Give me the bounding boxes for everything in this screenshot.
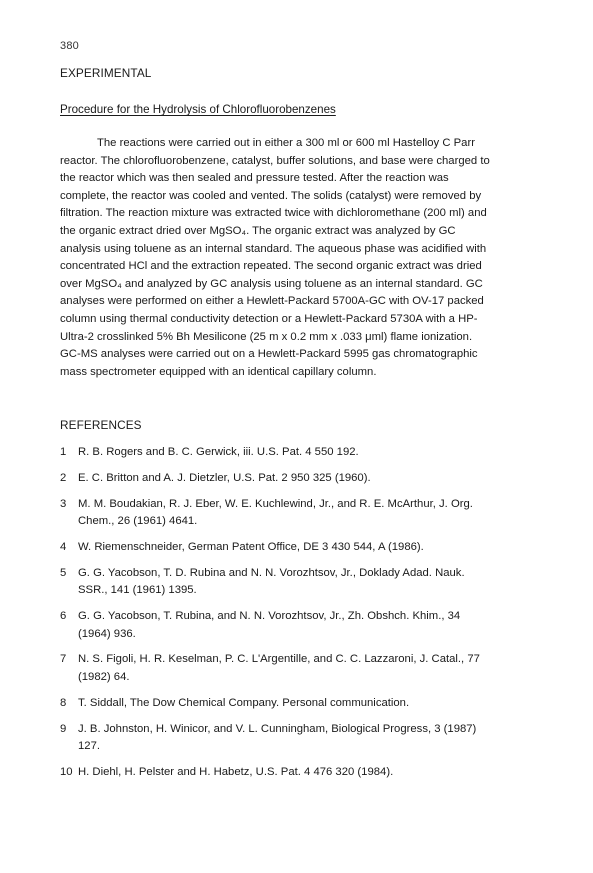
reference-line: (1964) 936.	[78, 627, 136, 640]
reference-item	[60, 608, 540, 643]
reference-line: E. C. Britton and A. J. Dietzler, U.S. Pat. 2 950 325 (1960).	[78, 471, 371, 484]
reference-text	[78, 496, 540, 531]
paragraph-line: over MgSO₄ and analyzed by GC analysis using toluene as an internal standard. GC	[60, 277, 483, 290]
reference-item	[60, 539, 540, 557]
reference-number: 8	[60, 696, 67, 709]
reference-line: M. M. Boudakian, R. J. Eber, W. E. Kuchlewind, Jr., and R. E. McArthur, J. Org.	[78, 497, 473, 510]
reference-number: 4	[60, 540, 67, 553]
reference-number: 5	[60, 566, 67, 579]
reference-line: R. B. Rogers and B. C. Gerwick, iii. U.S. Pat. 4 550 192.	[78, 446, 359, 458]
reference-number: 10	[60, 766, 73, 778]
reference-text	[78, 764, 540, 782]
reference-line: Chem., 26 (1961) 4641.	[78, 515, 198, 528]
reference-number: 7	[60, 653, 67, 666]
reference-text	[78, 695, 540, 713]
reference-item	[60, 764, 540, 782]
reference-text	[78, 721, 540, 756]
reference-item	[60, 695, 540, 713]
reference-text	[78, 470, 540, 488]
reference-number: 9	[60, 722, 67, 735]
reference-number: 1	[60, 446, 67, 458]
reference-text	[78, 608, 540, 643]
paragraph-line: analyses were performed on either a Hewlett-Packard 5700A-GC with OV-17 packed	[60, 295, 484, 308]
experimental-heading: EXPERIMENTAL	[60, 66, 152, 80]
procedure-title: Procedure for the Hydrolysis of Chlorofluorobenzenes	[60, 103, 336, 116]
reference-number: 3	[60, 497, 67, 510]
paragraph-line: the organic extract dried over MgSO₄. The organic extract was analyzed by GC	[60, 224, 456, 237]
reference-line: W. Riemenschneider, German Patent Office, DE 3 430 544, A (1986).	[78, 540, 424, 553]
paragraph-line: concentrated HCl and the extraction repeated. The second organic extract was dried	[60, 260, 482, 273]
reference-item	[60, 651, 540, 686]
paragraph-line: The reactions were carried out in either a 300 ml or 600 ml Hastelloy C Parr	[97, 137, 475, 149]
reference-text	[78, 539, 540, 557]
reference-number: 2	[60, 471, 67, 484]
reference-line: H. Diehl, H. Pelster and H. Habetz, U.S. Pat. 4 476 320 (1984).	[78, 766, 394, 778]
reference-item	[60, 444, 540, 462]
paragraph-line: GC-MS analyses were carried out on a Hewlett-Packard 5995 gas chromatographic	[60, 348, 478, 361]
reference-list	[60, 444, 540, 790]
reference-line: 127.	[78, 740, 100, 753]
reference-line: (1982) 64.	[78, 671, 130, 684]
reference-item	[60, 470, 540, 488]
reference-item	[60, 721, 540, 756]
paragraph-line: Ultra-2 crosslinked 5% Bh Mesilicone (25 m x 0.2 mm x .033 μml) flame ionization.	[60, 330, 473, 343]
paragraph-line: mass spectrometer equipped with an identical capillary column.	[60, 365, 377, 378]
reference-line: T. Siddall, The Dow Chemical Company. Personal communication.	[78, 696, 410, 709]
procedure-paragraph	[60, 135, 538, 381]
paragraph-line: filtration. The reaction mixture was extracted twice with dichloromethane (200 ml) and	[60, 207, 487, 220]
reference-line: G. G. Yacobson, T. D. Rubina and N. N. Vorozhtsov, Jr., Doklady Adad. Nauk.	[78, 566, 465, 579]
reference-line: J. B. Johnston, H. Winicor, and V. L. Cunningham, Biological Progress, 3 (1987)	[78, 722, 477, 735]
reference-text	[78, 651, 540, 686]
page-number: 380	[60, 40, 79, 52]
reference-number: 6	[60, 610, 67, 623]
reference-item	[60, 496, 540, 531]
reference-line: G. G. Yacobson, T. Rubina, and N. N. Vorozhtsov, Jr., Zh. Obshch. Khim., 34	[78, 610, 461, 623]
reference-text	[78, 444, 540, 462]
reference-line: N. S. Figoli, H. R. Keselman, P. C. L'Argentille, and C. C. Lazzaroni, J. Catal., 77	[78, 653, 480, 666]
references-heading: REFERENCES	[60, 418, 142, 432]
paragraph-line: complete, the reactor was cooled and vented. The solids (catalyst) were removed by	[60, 189, 482, 202]
reference-text	[78, 565, 540, 600]
reference-item	[60, 565, 540, 600]
paragraph-line: analysis using toluene as an internal standard. The aqueous phase was acidified with	[60, 242, 487, 255]
paragraph-line: reactor. The chlorofluorobenzene, catalyst, buffer solutions, and base were charged to	[60, 154, 490, 167]
reference-line: SSR., 141 (1961) 1395.	[78, 584, 197, 597]
paragraph-line: the reactor which was then sealed and pressure tested. After the reaction was	[60, 172, 449, 185]
paragraph-line: column using thermal conductivity detection or a Hewlett-Packard 5730A with a HP-	[60, 312, 478, 325]
